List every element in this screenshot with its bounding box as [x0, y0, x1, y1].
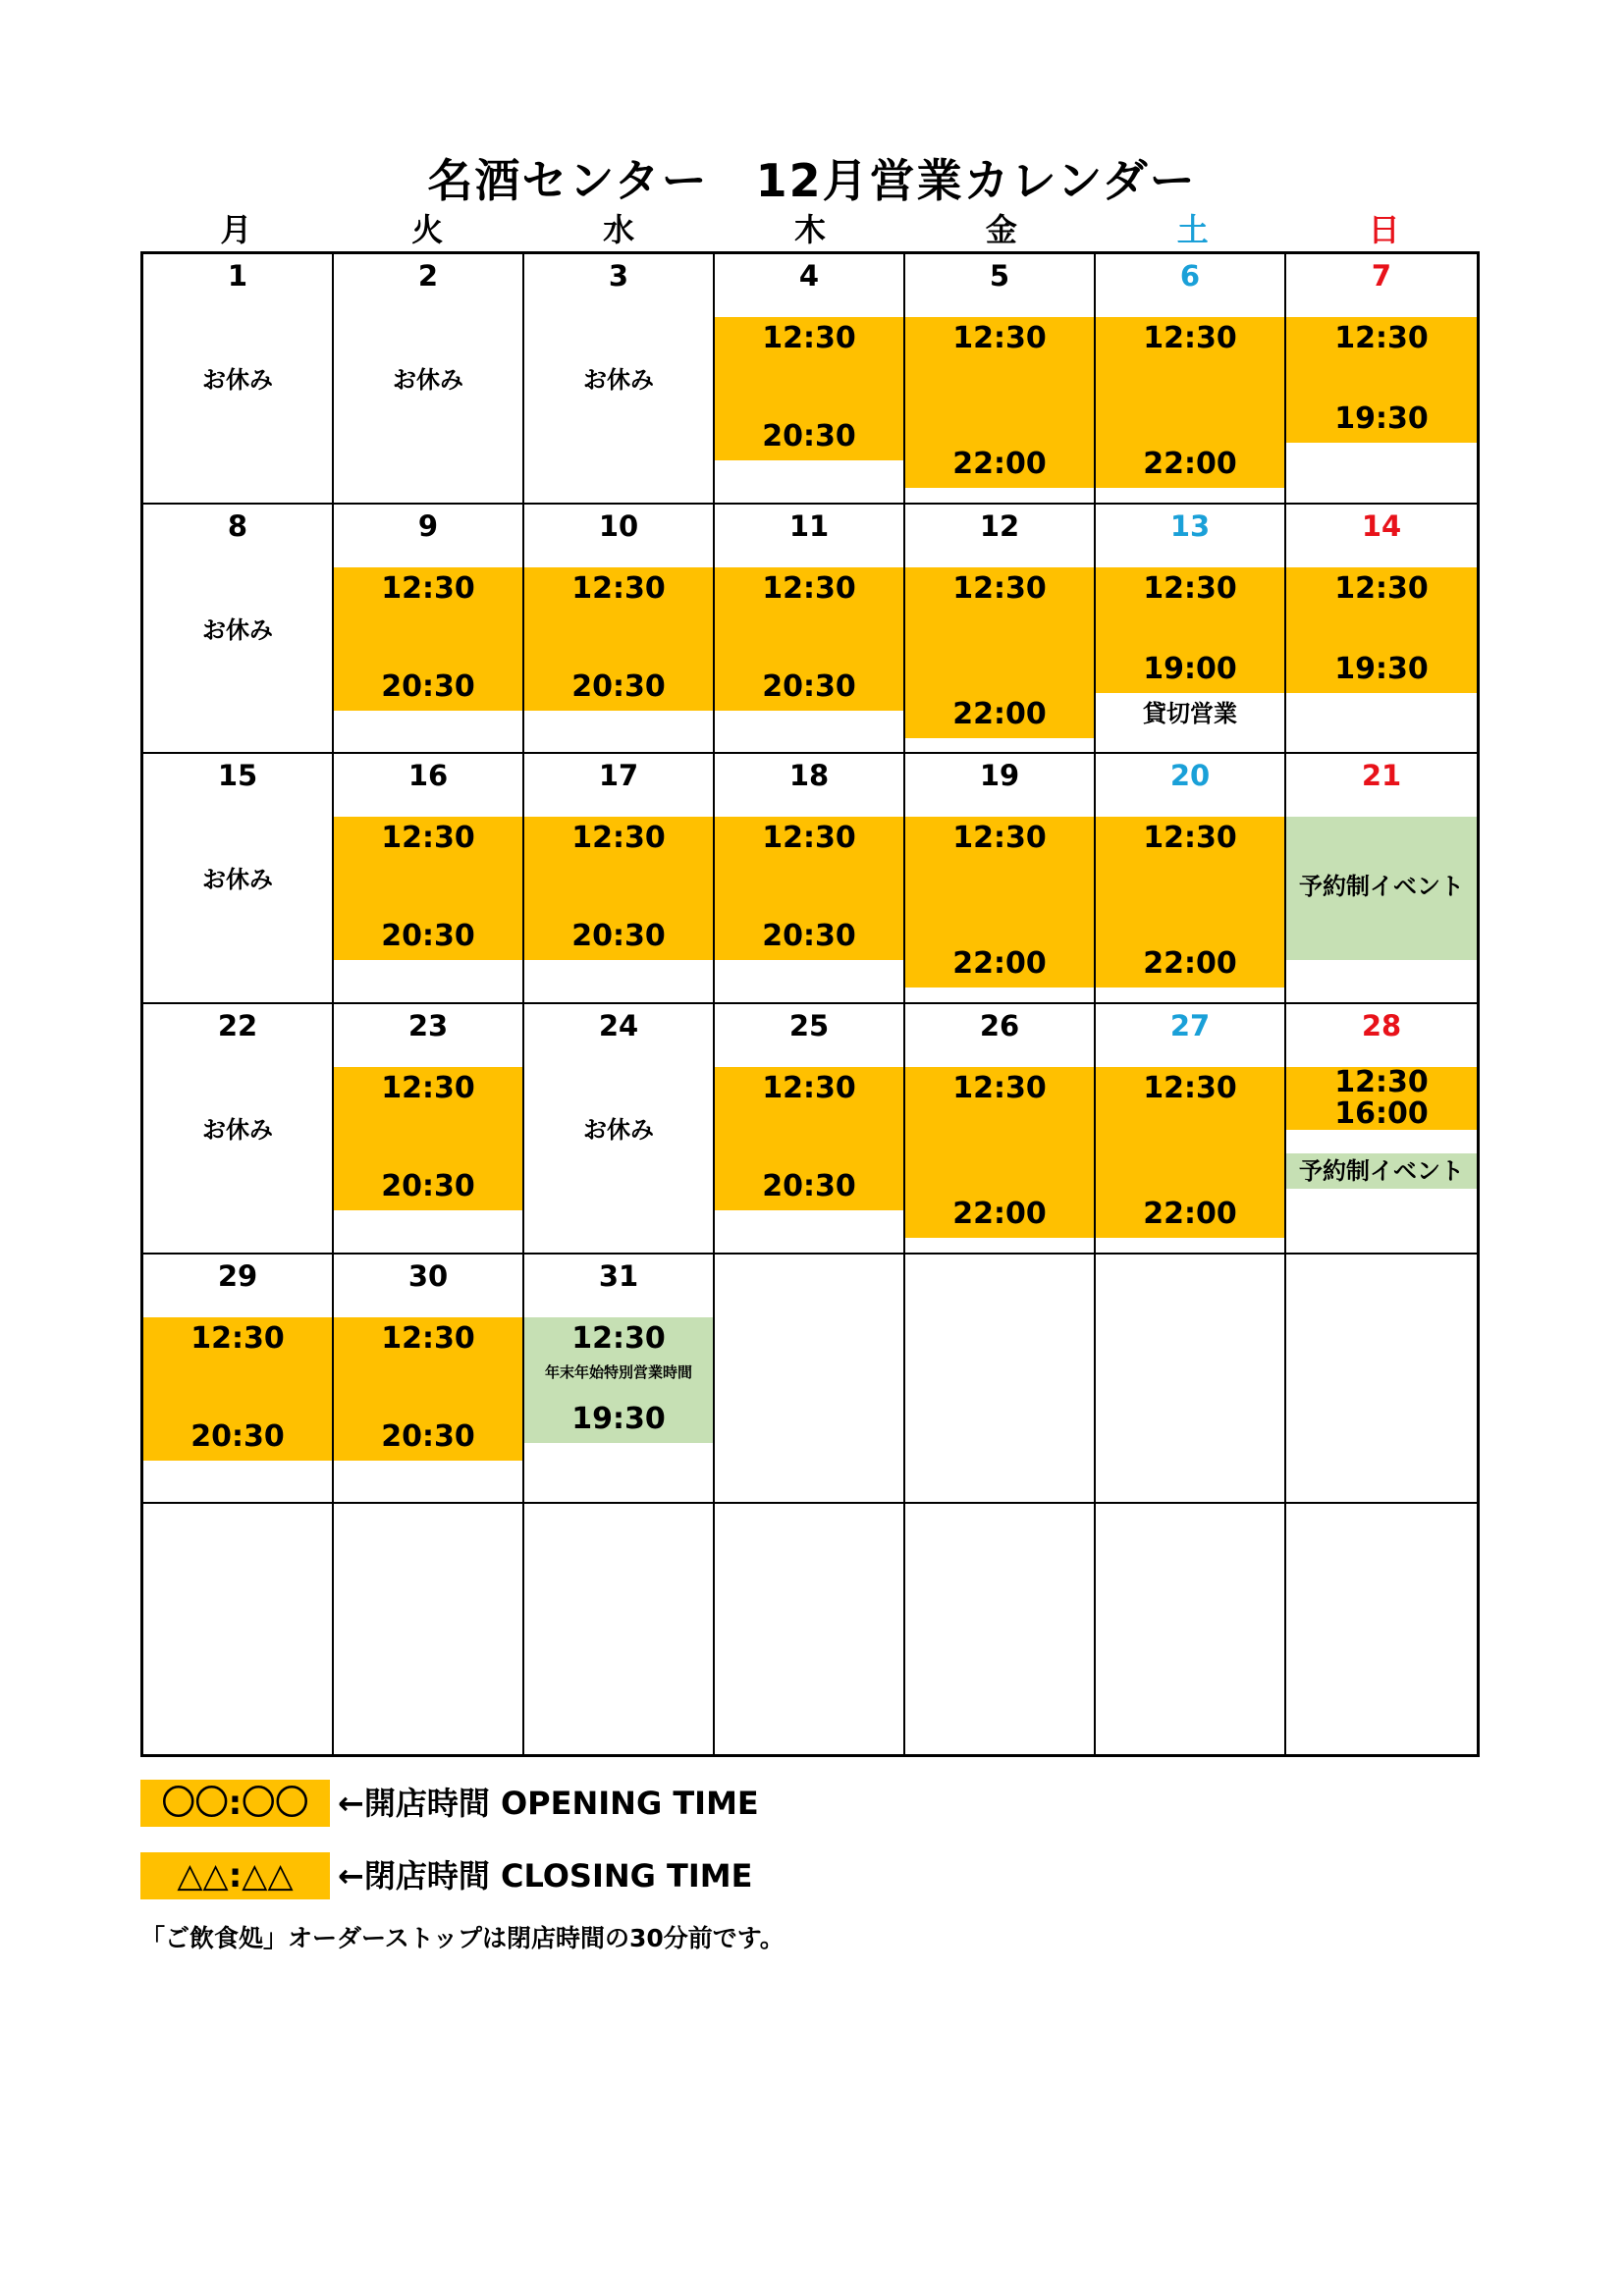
- closing-time: 20:30: [381, 919, 475, 954]
- business-hours-block: [1286, 317, 1477, 443]
- weekday-wed: 水: [603, 211, 635, 248]
- opening-time: 12:30: [1143, 1071, 1237, 1105]
- event-label: 予約制イベント: [1299, 873, 1464, 901]
- day-number: 22: [217, 1009, 258, 1042]
- calendar-cell: [715, 1504, 905, 1754]
- special-hours-block: [524, 1317, 713, 1443]
- opening-time: 12:30: [381, 570, 475, 606]
- business-hours-block: [334, 567, 522, 711]
- charter-note: 貸切営業: [1143, 699, 1237, 727]
- business-hours-block: [1096, 1067, 1284, 1238]
- opening-time: 12:30: [381, 1320, 475, 1356]
- calendar-cell: [334, 1504, 524, 1754]
- calendar-cell: [715, 1004, 905, 1255]
- day-number: 5: [989, 259, 1010, 293]
- event-block: [1286, 1153, 1477, 1189]
- calendar-cell: [1096, 1504, 1286, 1754]
- closing-time: 19:30: [1334, 651, 1429, 686]
- opening-time: 12:30: [762, 1071, 856, 1105]
- closed-label: お休み: [583, 1116, 654, 1144]
- closed-label: お休み: [583, 366, 654, 394]
- business-hours-block: [524, 817, 713, 960]
- day-number: 12: [979, 508, 1020, 543]
- opening-time: 12:30: [571, 821, 666, 856]
- calendar-cell: [524, 1255, 715, 1505]
- calendar-cell: [524, 1504, 715, 1754]
- closing-time: 20:30: [762, 1169, 856, 1203]
- calendar-cell: [905, 1504, 1096, 1754]
- calendar-cell: [715, 505, 905, 755]
- footnote: 「ご飲食処」オーダーストップは閉店時間の30分前です。: [140, 1924, 785, 1952]
- weekday-mon: 月: [220, 211, 252, 248]
- day-number: 9: [417, 508, 439, 543]
- business-hours-block: [1286, 567, 1477, 693]
- calendar-cell: [143, 1255, 334, 1505]
- day-number: 30: [407, 1258, 449, 1293]
- calendar-cell: [905, 1004, 1096, 1255]
- day-number: 11: [788, 508, 830, 543]
- page-title: 名酒センター 12月営業カレンダー: [427, 154, 1197, 207]
- legend-closing-label: ←閉店時間 CLOSING TIME: [338, 1857, 753, 1895]
- day-number: 1: [227, 259, 248, 293]
- business-hours-block: [334, 1317, 522, 1461]
- calendar-cell: [1286, 754, 1477, 1004]
- opening-time: 12:30: [762, 321, 856, 355]
- opening-time: 12:30: [952, 821, 1047, 856]
- day-number: 2: [417, 259, 439, 293]
- closing-time: 19:00: [1143, 651, 1237, 686]
- closing-time: 20:30: [762, 919, 856, 954]
- day-number: 17: [598, 759, 639, 793]
- closed-label: お休み: [202, 1116, 273, 1144]
- day-number: 3: [608, 259, 629, 293]
- opening-time: 12:30: [1143, 321, 1237, 355]
- closing-time: 22:00: [952, 1197, 1047, 1231]
- business-hours-block: [905, 817, 1094, 988]
- calendar-cell: [715, 1255, 905, 1505]
- day-number: 19: [979, 759, 1020, 793]
- special-hours-note: 年末年始特別営業時間: [544, 1362, 692, 1381]
- business-hours-block: [905, 567, 1094, 738]
- calendar-cell: [905, 754, 1096, 1004]
- calendar-cell: [1096, 1255, 1286, 1505]
- opening-time: 12:30: [1334, 1065, 1429, 1099]
- day-number: 14: [1361, 508, 1402, 543]
- closing-time: 20:30: [571, 919, 666, 954]
- closing-time: 19:30: [1334, 401, 1429, 436]
- weekday-thu: 木: [794, 211, 827, 248]
- business-hours-block: [905, 317, 1094, 488]
- business-hours-block: [143, 1317, 332, 1461]
- calendar-cell: [905, 254, 1096, 505]
- closing-time: 22:00: [952, 447, 1047, 481]
- calendar-cell: [1096, 254, 1286, 505]
- calendar-cell: [334, 1004, 524, 1255]
- business-hours-block: [334, 1067, 522, 1210]
- business-hours-block: [715, 567, 903, 711]
- closing-time: 22:00: [1143, 447, 1237, 481]
- closing-time: 19:30: [571, 1401, 666, 1436]
- closing-time: 22:00: [952, 696, 1047, 731]
- closing-time: 20:30: [571, 668, 666, 704]
- closed-label: お休み: [393, 366, 463, 394]
- business-hours-block: [715, 817, 903, 960]
- weekday-sun: 日: [1368, 211, 1400, 248]
- opening-time: 12:30: [381, 1071, 475, 1105]
- closed-label: お休み: [202, 366, 273, 394]
- calendar-cell: [334, 254, 524, 505]
- day-number: 26: [979, 1009, 1020, 1042]
- legend-closing-sample: △△:△△: [140, 1852, 330, 1899]
- opening-time: 12:30: [571, 1320, 666, 1356]
- calendar-cell: [1096, 1004, 1286, 1255]
- opening-time: 12:30: [381, 821, 475, 856]
- calendar-cell: [334, 754, 524, 1004]
- calendar-cell: [334, 505, 524, 755]
- calendar-cell: [143, 1004, 334, 1255]
- calendar-cell: [143, 505, 334, 755]
- day-number: 7: [1371, 259, 1392, 293]
- closing-time: 20:30: [762, 668, 856, 704]
- event-label: 予約制イベント: [1299, 1157, 1464, 1185]
- day-number: 24: [598, 1009, 639, 1042]
- opening-time: 12:30: [952, 1071, 1047, 1105]
- business-hours-block: [334, 817, 522, 960]
- business-hours-block: [715, 1067, 903, 1210]
- day-number: 27: [1169, 1009, 1211, 1042]
- opening-time: 12:30: [1143, 821, 1237, 856]
- closing-time: 22:00: [952, 946, 1047, 982]
- legend-opening-label: ←開店時間 OPENING TIME: [338, 1785, 759, 1822]
- calendar-cell: [1286, 1504, 1477, 1754]
- closed-label: お休み: [202, 866, 273, 894]
- opening-time: 12:30: [762, 570, 856, 606]
- opening-time: 12:30: [1334, 321, 1429, 355]
- opening-time: 12:30: [762, 821, 856, 856]
- calendar-cell: [143, 1504, 334, 1754]
- day-number: 13: [1169, 508, 1211, 543]
- day-number: 20: [1169, 759, 1211, 793]
- calendar-cell: [1096, 754, 1286, 1004]
- weekday-sat: 土: [1176, 211, 1209, 248]
- calendar-cell: [334, 1255, 524, 1505]
- calendar-cell: [524, 1004, 715, 1255]
- day-number: 6: [1179, 259, 1201, 293]
- calendar-cell: [143, 754, 334, 1004]
- calendar-cell: [1286, 1004, 1477, 1255]
- calendar-cell: [1286, 505, 1477, 755]
- opening-time: 12:30: [1143, 570, 1237, 606]
- closing-time: 16:00: [1334, 1096, 1429, 1131]
- opening-time: 12:30: [571, 570, 666, 606]
- calendar-cell: [715, 754, 905, 1004]
- calendar-cell: [715, 254, 905, 505]
- day-number: 10: [598, 508, 639, 543]
- day-number: 21: [1361, 759, 1402, 793]
- business-hours-block: [1096, 567, 1284, 693]
- calendar-cell: [524, 754, 715, 1004]
- calendar-cell: [524, 505, 715, 755]
- opening-time: 12:30: [1334, 570, 1429, 606]
- opening-time: 12:30: [952, 321, 1047, 355]
- closing-time: 22:00: [1143, 1197, 1237, 1231]
- calendar-cell: [143, 254, 334, 505]
- business-hours-block: [1286, 1067, 1477, 1130]
- closing-time: 20:30: [381, 1418, 475, 1454]
- closing-time: 22:00: [1143, 946, 1237, 982]
- weekday-fri: 金: [985, 211, 1017, 248]
- closing-time: 20:30: [190, 1418, 285, 1454]
- day-number: 8: [227, 508, 248, 543]
- calendar-grid: [140, 251, 1480, 1757]
- weekday-tue: 火: [411, 211, 444, 248]
- legend-opening-sample: 〇〇:〇〇: [140, 1780, 330, 1827]
- opening-time: 12:30: [190, 1320, 285, 1356]
- calendar-cell: [524, 254, 715, 505]
- day-number: 29: [217, 1258, 258, 1293]
- business-hours-block: [1096, 317, 1284, 488]
- closing-time: 20:30: [381, 1169, 475, 1203]
- closing-time: 20:30: [381, 668, 475, 704]
- business-hours-block: [715, 317, 903, 460]
- day-number: 28: [1361, 1009, 1402, 1042]
- opening-time: 12:30: [952, 570, 1047, 606]
- day-number: 18: [788, 759, 830, 793]
- day-number: 15: [217, 759, 258, 793]
- day-number: 25: [788, 1009, 830, 1042]
- calendar-cell: [1096, 505, 1286, 755]
- day-number: 23: [407, 1009, 449, 1042]
- business-hours-block: [905, 1067, 1094, 1238]
- business-hours-block: [524, 567, 713, 711]
- calendar-cell: [905, 1255, 1096, 1505]
- day-number: 4: [798, 259, 820, 293]
- calendar-cell: [905, 505, 1096, 755]
- calendar-cell: [1286, 254, 1477, 505]
- closing-time: 20:30: [762, 419, 856, 454]
- business-hours-block: [1096, 817, 1284, 988]
- closed-label: お休み: [202, 615, 273, 644]
- day-number: 16: [407, 759, 449, 793]
- event-block: [1286, 817, 1477, 960]
- calendar-cell: [1286, 1255, 1477, 1505]
- day-number: 31: [598, 1258, 639, 1293]
- weekday-header: [140, 209, 1480, 250]
